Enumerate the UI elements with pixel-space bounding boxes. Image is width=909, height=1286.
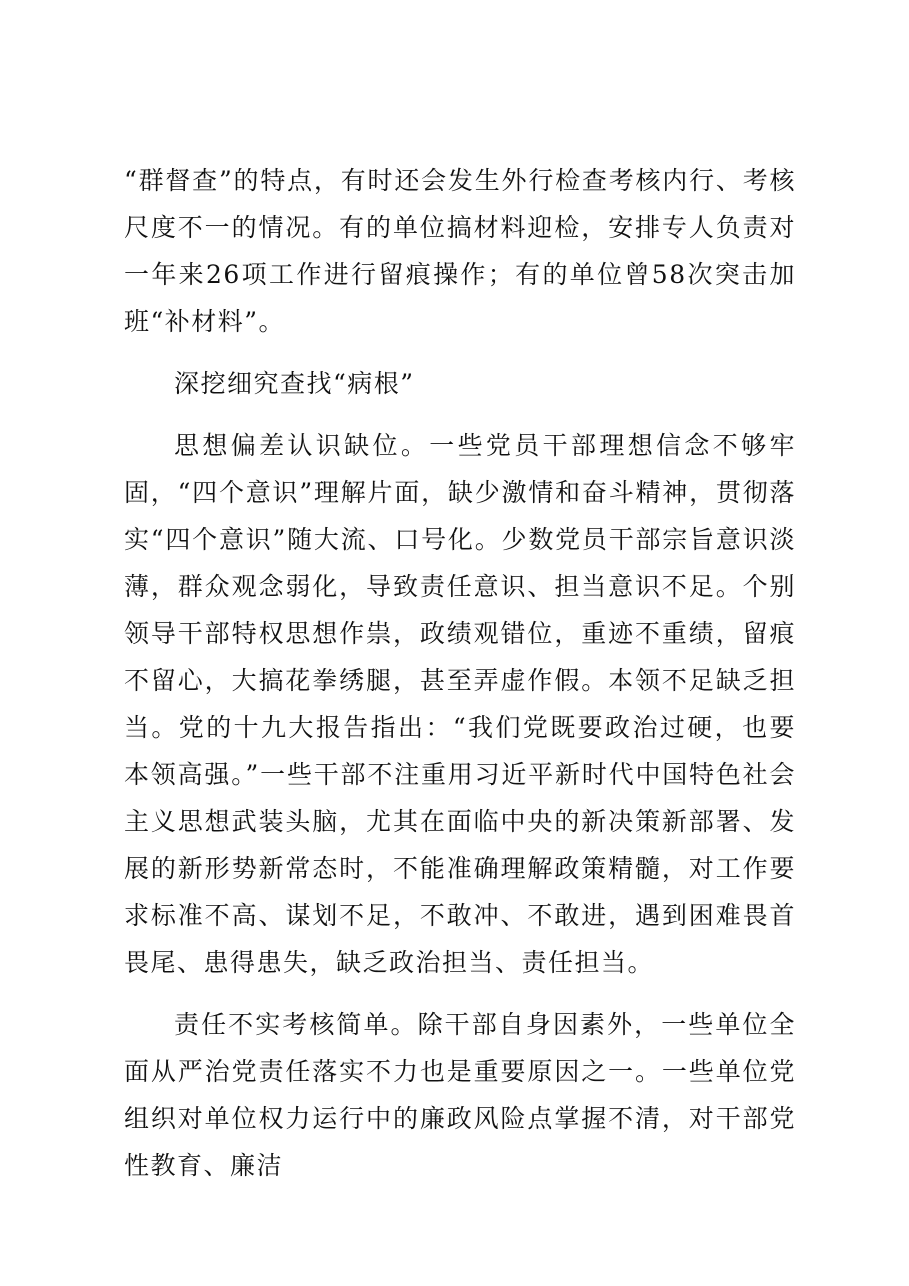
paragraph-responsibility: 责任不实考核简单。除干部自身因素外，一些单位全面从严治党责任落实不力也是重要原因之一。一些单位党组织对单位权力运行中的廉政风险点掌握不清，对干部党性教育、廉洁: [124, 1010, 796, 1180]
paragraph-ideology: 思想偏差认识缺位。一些党员干部理想信念不够牢固，“四个意识”理解片面，缺少激情和奋斗精神，贯彻落实“四个意识”随大流、口号化。少数党员干部宗旨意识淡薄，群众观念弱化，导致责任意识、担当意识不足。个别领导干部特权思想作祟，政绩观错位，重迹不重绩，留痕不留心，大搞花拳绣腿，甚至弄虚作假。本领不足缺乏担当。党的十九大报告指出：“我们党既要政治过硬，也要本领高强。”一些干部不注重用习近平新时代中国特色社会主义思想武装头脑，尤其在面临中央的新决策新部署、发展的新形势新常态时，不能准确理解政策精髓，对工作要求标准不高、谋划不足，不敢冲、不敢进，遇到困难畏首畏尾、患得患失，缺乏政治担当、责任担当。: [124, 431, 796, 977]
document-body: [124, 157, 796, 1204]
paragraph-continuation: “群督查”的特点，有时还会发生外行检查考核内行、考核尺度不一的情况。有的单位搞材料迎检，安排专人负责对一年来26项工作进行留痕操作；有的单位曾58次突击加班“补材料”。: [124, 166, 796, 336]
section-heading: 深挖细究查找“病根”: [174, 369, 415, 398]
